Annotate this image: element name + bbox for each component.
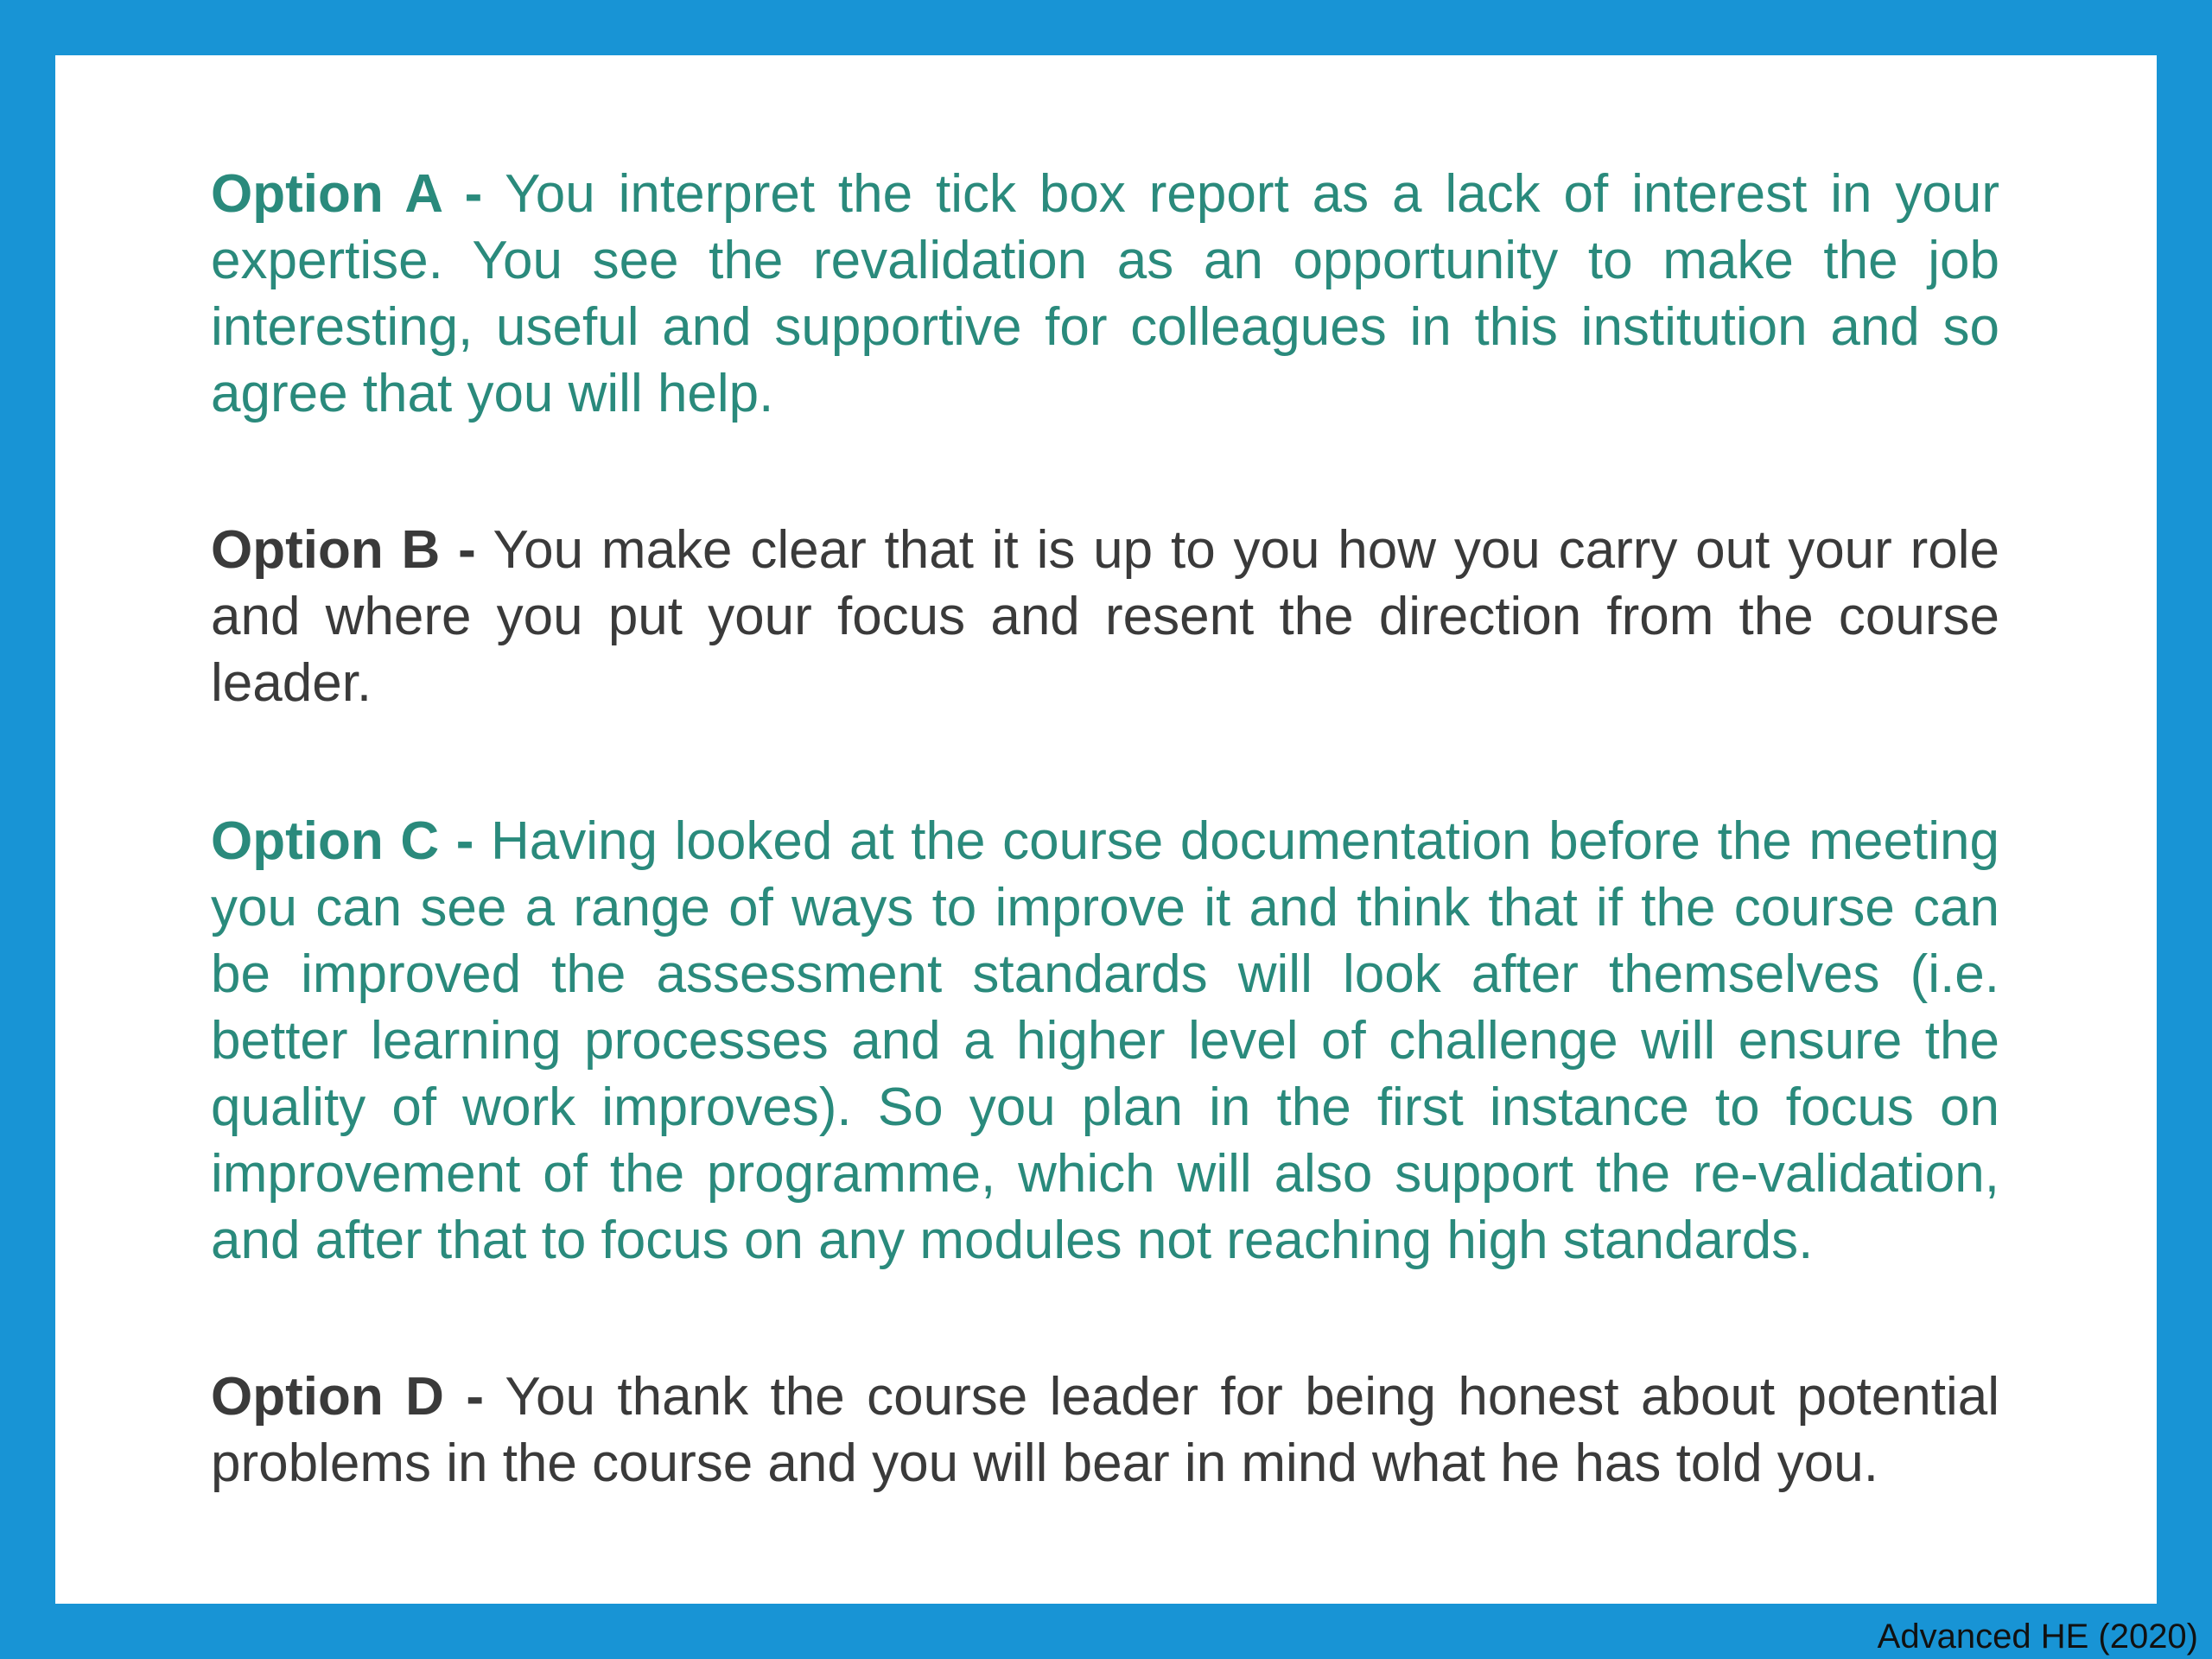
option-c-text: Having looked at the course documentation before the meeting you can see a range of ways to improve it and think that if the course can be improved the assessment standards will look after themselves (i.e. better learning processes and a higher level of challenge will ensure the quality of work improves). So you plan in the first instance to focus on improvement of the programme, which will also support the re-validation, and after that to focus on any modules not reaching high standards. [211, 811, 1999, 1270]
content-panel [55, 55, 2157, 1604]
option-a-text: You interpret the tick box report as a lack of interest in your expertise. You see the revalidation as an opportunity to make the job interesting, useful and supportive for colleagues in this institution and so agree that you will help. [211, 164, 2000, 423]
option-b-label: Option B - [211, 520, 476, 580]
option-c [211, 808, 1999, 1274]
option-c-label: Option C - [211, 811, 474, 871]
option-d [211, 1363, 1999, 1497]
option-d-label: Option D - [211, 1367, 485, 1427]
option-a-label: Option A - [211, 164, 483, 224]
options-list [211, 161, 1999, 1497]
option-a [211, 161, 1999, 427]
option-b [211, 517, 1999, 716]
option-d-text: You thank the course leader for being honest about potential problems in the course and you will bear in mind what he has told you. [211, 1367, 1999, 1493]
source-credit: Advanced HE (2020) [1877, 1618, 2198, 1656]
option-b-text: You make clear that it is up to you how you carry out your role and where you put your focus and resent the direction from the course leader. [211, 520, 1999, 713]
